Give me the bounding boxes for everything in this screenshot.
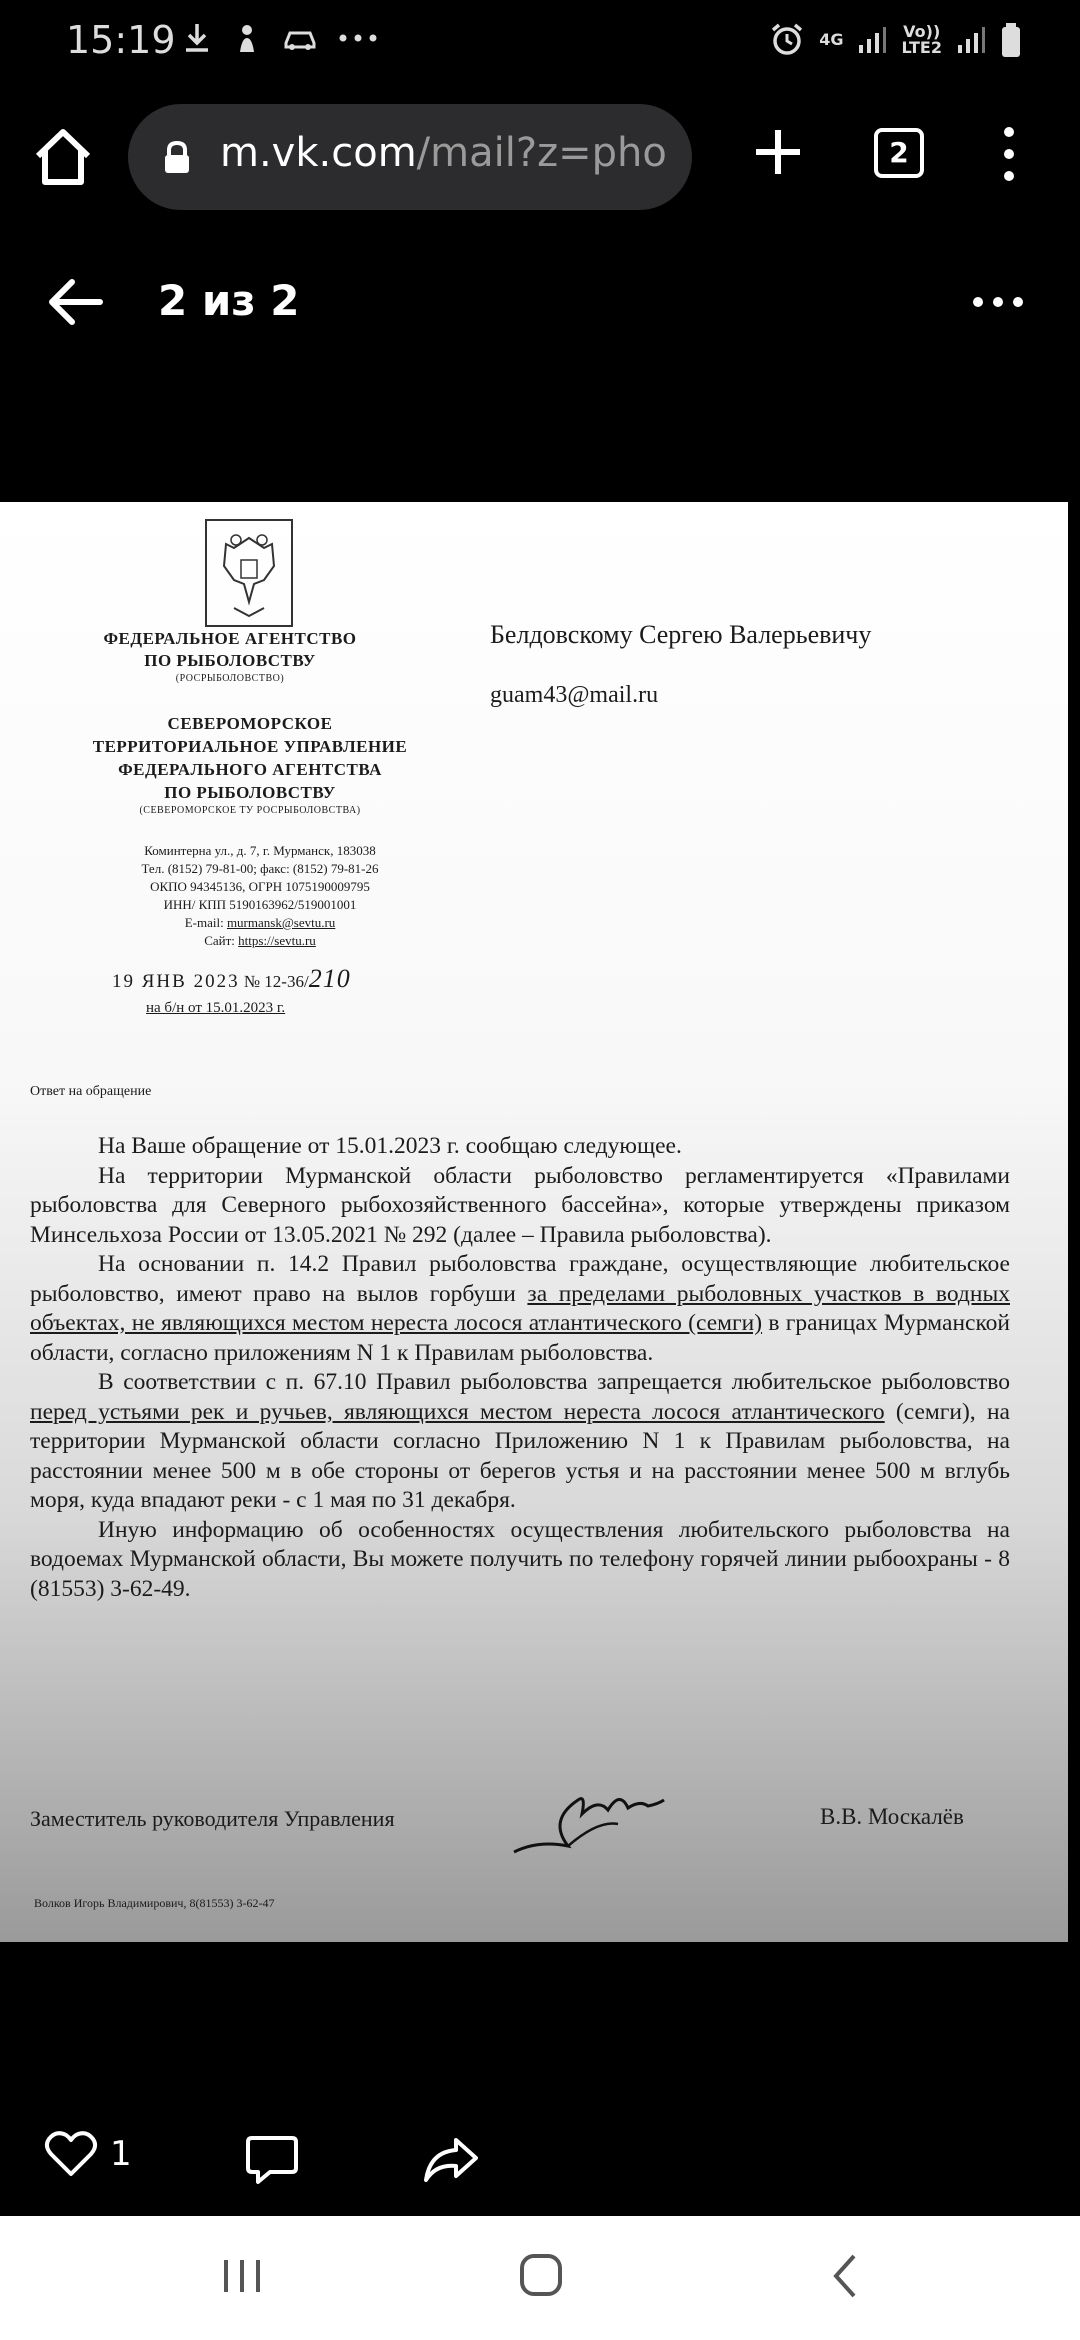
photo-counter: 2 из 2 [158,276,300,325]
photo-actions [0,2100,1080,2210]
signal-icon [857,25,887,55]
paragraph: В соответствии с п. 67.10 Правил рыболовства запрещается любительское рыболовство перед устьями рек и ручьев, являющихся местом нереста лосося атлантического (семги), на территории Мурманской области согласно Приложению N 1 к Правилам рыболовства, на расстоянии менее 500 м в обе стороны от берегов устья и на расстоянии менее 500 м вглубь моря, куда впадают реки - с 1 мая по 31 декабря. [30,1369,1010,1513]
recipient-name: Белдовскому Сергею Валерьевичу [490,620,872,649]
network-type: 4G [819,30,844,49]
department-header: СЕВЕРОМОРСКОЕ ТЕРРИТОРИАЛЬНОЕ УПРАВЛЕНИЕ ФЕДЕРАЛЬНОГО АГЕНТСТВА ПО РЫБОЛОВСТВУ (СЕВЕРОМОРСКОЕ ТУ РОСРЫБОЛОВСТВА) [92,714,408,816]
browser-menu-icon[interactable] [994,124,1024,184]
new-tab-icon[interactable] [748,122,808,182]
system-icons [769,22,1022,58]
car-icon [282,23,318,53]
system-navigation-bar [0,2216,1080,2340]
signatory-name: В.В. Москалёв [820,1804,964,1829]
like-count: 1 [110,2134,132,2174]
letter-subject: Ответ на обращение [30,1084,152,1099]
browser-toolbar [0,84,1080,232]
status-bar [0,0,1080,84]
registration-number: 19 ЯНВ 2023 № 12-36/210 [112,964,351,993]
executor-line: Волков Игорь Владимирович, 8(81553) 3-62-47 [34,1896,275,1910]
home-icon[interactable] [30,124,96,190]
paragraph: На Ваше обращение от 15.01.2023 г. сообщаю следующее. [98,1133,682,1159]
volte-label: Vo)) LTE2 [901,22,942,57]
recipient-email: guam43@mail.ru [490,682,659,708]
baby-icon [232,22,262,54]
document-photo [0,502,1068,1942]
url-text[interactable]: m.vk.com/mail?z=pho [220,130,667,176]
signature-icon [508,1780,668,1860]
comment-icon[interactable] [244,2134,300,2186]
lock-icon [162,140,192,174]
like-button[interactable] [44,2130,132,2178]
paragraph: На территории Мурманской области рыболовство регламентируется «Правилами рыболовства для Северного рыбохозяйственного бассейна», которые утверждены приказом Минсельхоза России от 13.05.2021 № 292 (далее – Правила рыболовства). [30,1162,1010,1248]
download-icon [182,22,212,54]
signatory-title: Заместитель руководителя Управления [30,1806,395,1831]
tab-switcher-button[interactable]: 2 [874,128,924,178]
sender-contacts: Коминтерна ул., д. 7, г. Мурманск, 183038 Тел. (8152) 79-81-00; факс: (8152) 79-81-26 ОКПО 94345136, ОГРН 1075190009795 ИНН/ КПП 5190163962/519001001 E-mail: murmansk@sevtu.ru Сайт: https://sevtu.ru [141,843,379,948]
reference-line: на б/н от 15.01.2023 г. [146,1000,286,1016]
more-dots-icon [338,33,378,43]
coat-of-arms-icon [204,518,294,628]
share-icon[interactable] [422,2136,480,2184]
battery-icon [1000,22,1022,58]
letter-body [30,1132,1010,1604]
photo-viewer-header [0,232,1080,372]
back-arrow-icon[interactable] [44,276,104,328]
paragraph: На основании п. 14.2 Правил рыболовства граждане, осуществляющие любительское рыболовство, имеют право на вылов горбуши за пределами рыболовных участков в водных объектах, не являющихся местом нереста лосося атлантического (семги) в границах Мурманской области, согласно приложениям N 1 к Правилам рыболовства. [30,1251,1010,1366]
clock: 15:19 [66,18,176,62]
signal-icon [956,25,986,55]
alarm-icon [769,22,805,58]
paragraph: Иную информацию об особенностях осуществления любительского рыболовства на водоемах Мурманской области, Вы можете получить по телефону горячей линии рыбоохраны - 8 (81553) 3-62-49. [30,1516,1010,1602]
address-bar[interactable] [128,104,692,210]
back-nav-icon[interactable] [830,2252,860,2300]
home-nav-icon[interactable] [518,2252,564,2298]
notification-icons [182,22,378,54]
heart-icon [44,2130,98,2178]
recent-apps-icon[interactable] [220,2256,264,2296]
more-options-icon[interactable] [968,292,1028,312]
agency-header: ФЕДЕРАЛЬНОЕ АГЕНТСТВО ПО РЫБОЛОВСТВУ (РОСРЫБОЛОВСТВО) [103,629,357,684]
